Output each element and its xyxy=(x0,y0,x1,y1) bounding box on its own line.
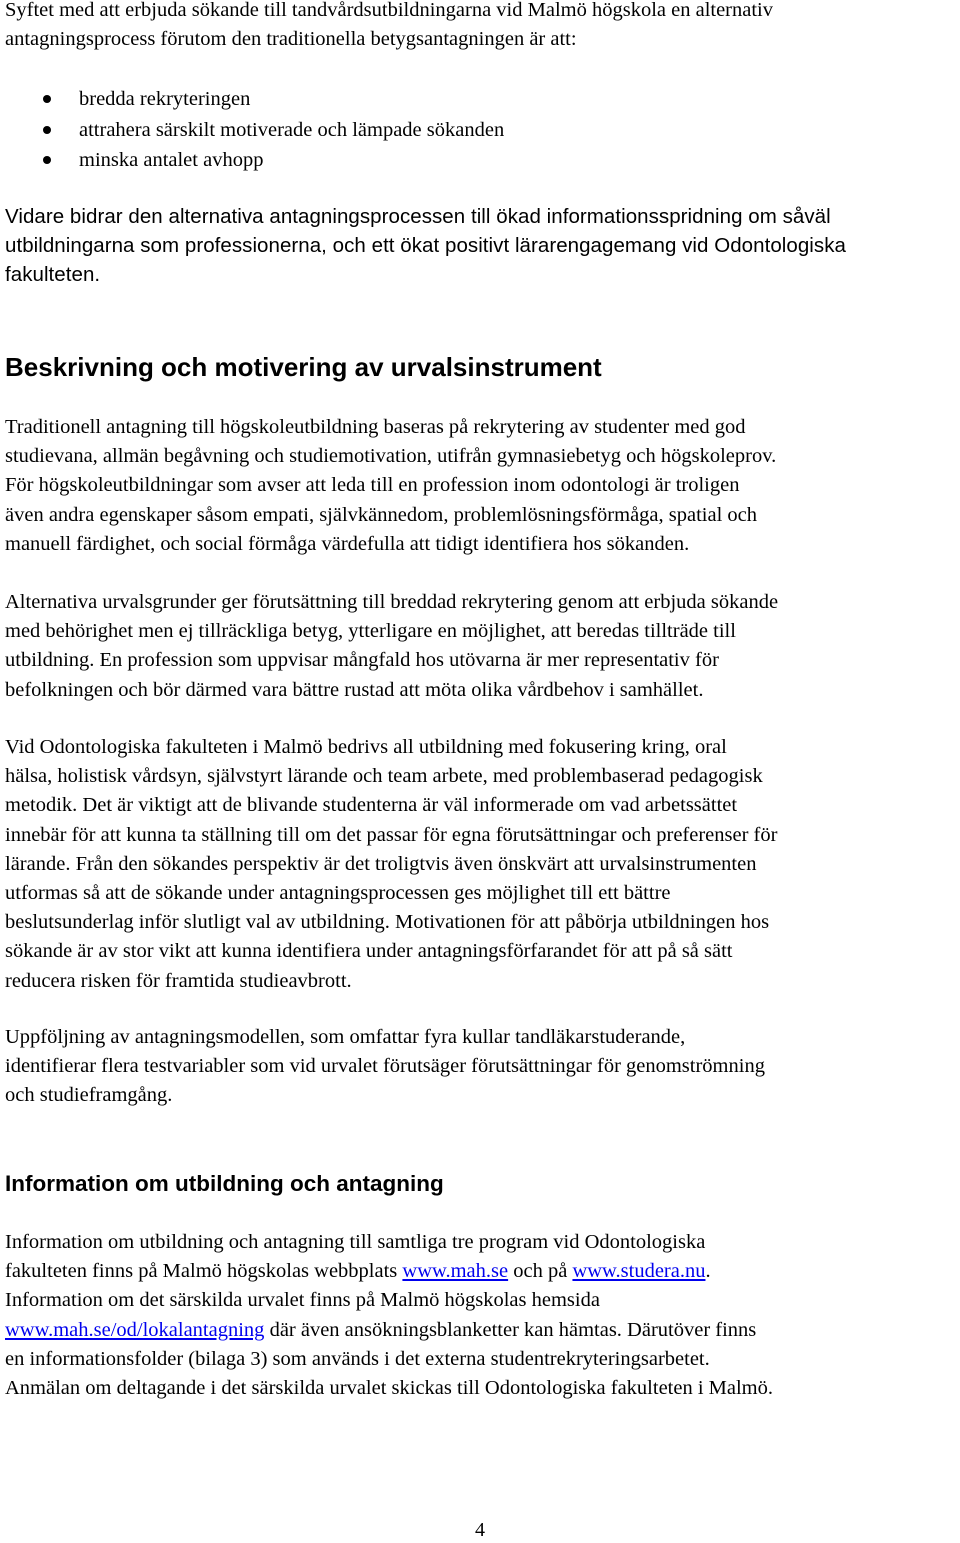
body-paragraph xyxy=(5,1023,960,1111)
paragraph-line: beslutsunderlag inför slutligt val av utbildning. Motivationen för att påbörja utbildningen hos xyxy=(5,911,770,934)
link-mah[interactable]: www.mah.se xyxy=(402,1260,509,1283)
text-fragment: där även ansökningsblanketter kan hämtas. Därutöver finns xyxy=(264,1318,757,1341)
paragraph-line: Anmälan om deltagande i det särskilda urvalet skickas till Odontologiska fakulteten i Malmö. xyxy=(5,1377,773,1400)
paragraph-line: identifierar flera testvariabler som vid urvalet förutsäger förutsättningar för genomströmning xyxy=(5,1055,765,1078)
paragraph-line: en informationsfolder (bilaga 3) som används i det externa studentrekryteringsarbetet. xyxy=(5,1347,710,1370)
page-number: 4 xyxy=(475,1519,485,1541)
paragraph-line: med behörighet men ej tillräckliga betyg, ytterligare en möjlighet, att beredas tillträde till xyxy=(5,620,736,643)
paragraph-line: Alternativa urvalsgrunder ger förutsättning till breddad rekrytering genom att erbjuda sökande xyxy=(5,591,779,613)
paragraph-line: utformas så att de sökande under antagningsprocessen ges möjlighet till ett bättre xyxy=(5,882,671,905)
paragraph-line: hälsa, holistisk vårdsyn, självstyrt lärande och team arbete, med problembaserad pedagogisk xyxy=(5,765,763,788)
goals-bullet-list xyxy=(5,84,504,176)
paragraph-line: studievana, allmän begåvning och studiemotivation, utifrån gymnasiebetyg och högskoleprov. xyxy=(5,445,777,468)
bullet-icon xyxy=(43,95,51,103)
paragraph-line: Information om utbildning och antagning till samtliga tre program vid Odontologiska xyxy=(5,1231,706,1253)
paragraph-line: metodik. Det är viktigt att de blivande studenterna är väl informerade om vad arbetssättet xyxy=(5,794,738,817)
body-paragraph xyxy=(5,588,960,705)
body-paragraph xyxy=(5,413,960,559)
section-heading-beskrivning: Beskrivning och motivering av urvalsinstrument xyxy=(5,352,602,382)
section-heading-information: Information om utbildning och antagning xyxy=(5,1171,444,1196)
bullet-item xyxy=(5,84,504,115)
paragraph-line: För högskoleutbildningar som avser att leda till en profession inom odontologi är troligen xyxy=(5,474,740,497)
paragraph-line: fakulteten. xyxy=(5,263,101,287)
bullet-text: bredda rekryteringen xyxy=(79,88,251,110)
paragraph-line: lärande. Från den sökandes perspektiv är det troligtvis även önskvärt att urvalsinstrumenten xyxy=(5,852,757,875)
paragraph-line: Uppföljning av antagningsmodellen, som omfattar fyra kullar tandläkarstuderande, xyxy=(5,1026,686,1048)
body-paragraph xyxy=(5,733,960,996)
body-paragraph xyxy=(5,1228,960,1403)
bullet-icon xyxy=(43,126,51,134)
text-fragment: fakulteten finns på Malmö högskolas webbplats xyxy=(5,1260,403,1283)
paragraph-line xyxy=(5,1257,960,1286)
intro-line: Syftet med att erbjuda sökande till tandvårdsutbildningarna vid Malmö högskola en alternativ xyxy=(5,0,773,21)
bullet-text: attrahera särskilt motiverade och lämpade sökanden xyxy=(79,118,505,141)
paragraph-line: och studieframgång. xyxy=(5,1084,173,1107)
summary-paragraph xyxy=(5,202,960,290)
paragraph-line: Vid Odontologiska fakulteten i Malmö bedrivs all utbildning med fokusering kring, oral xyxy=(5,736,727,758)
paragraph-line: befolkningen och bör därmed vara bättre rustad att möta olika vårdbehov i samhället. xyxy=(5,678,704,701)
intro-paragraph xyxy=(5,0,960,54)
bullet-text: minska antalet avhopp xyxy=(79,149,264,171)
paragraph-line: Vidare bidrar den alternativa antagningsprocessen till ökad informationsspridning om såväl xyxy=(5,205,831,228)
paragraph-line: även andra egenskaper såsom empati, självkännedom, problemlösningsförmåga, spatial och xyxy=(5,503,758,526)
paragraph-line: manuell färdighet, och social förmåga värdefulla att tidigt identifiera hos sökanden. xyxy=(5,532,690,555)
paragraph-line: Traditionell antagning till högskoleutbildning baseras på rekrytering av studenter med god xyxy=(5,416,746,438)
paragraph-line: innebär för att kunna ta ställning till om det passar för egna förutsättningar och preferenser för xyxy=(5,823,778,846)
paragraph-line: Information om det särskilda urvalet finns på Malmö högskolas hemsida xyxy=(5,1289,600,1312)
paragraph-line: reducera risken för framtida studieavbrott. xyxy=(5,969,352,992)
bullet-item xyxy=(5,115,504,146)
paragraph-line: utbildning. En profession som uppvisar mångfald hos utövarna är mer representativ för xyxy=(5,649,719,672)
intro-line: antagningsprocess förutom den traditionella betygsantagningen är att: xyxy=(5,28,577,51)
bullet-icon xyxy=(43,156,51,164)
link-lokalantagning[interactable]: www.mah.se/od/lokalantagning xyxy=(5,1318,265,1341)
bullet-item xyxy=(5,145,504,176)
text-fragment: och på xyxy=(508,1260,573,1283)
paragraph-line xyxy=(5,1316,960,1345)
link-studera[interactable]: www.studera.nu xyxy=(572,1260,706,1283)
paragraph-line: utbildningarna som professionerna, och ett ökat positivt lärarengagemang vid Odontologiska xyxy=(5,234,846,258)
text-fragment: . xyxy=(705,1260,711,1283)
paragraph-line: sökande är av stor vikt att kunna identifiera under antagningsförfarandet för att på så sätt xyxy=(5,940,733,963)
